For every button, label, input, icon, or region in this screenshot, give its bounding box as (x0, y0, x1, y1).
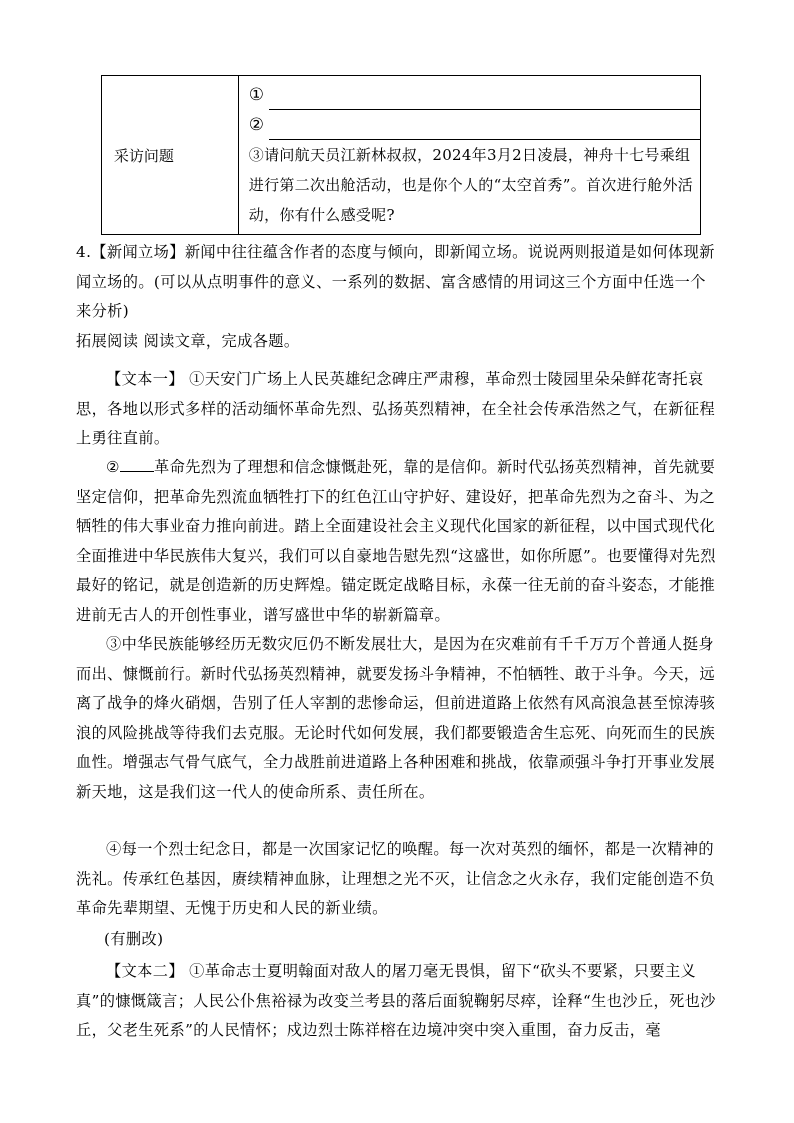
question-2-number: ② (248, 115, 265, 135)
question-1-number: ① (248, 85, 265, 105)
question-3-text: ③请问航天员江新林叔叔，2024年3月2日凌晨，神舟十七号乘组进行第二次出舱活动，也是你个人的“太空首秀”。首次进行舱外活动，你有什么感受呢? (248, 146, 694, 224)
text1-paragraph-2 (76, 453, 716, 631)
question-4: 4.【新闻立场】新闻中往往蕴含作者的态度与倾向，即新闻立场。说说两则报道是如何体现新闻立场的。(可以从点明事件的意义、一系列的数据、富含感情的用词这三个方面中任选一个来分析) (76, 243, 715, 321)
table-label: 采访问题 (113, 146, 174, 165)
question-1-row (249, 80, 700, 110)
question-1-blank[interactable] (269, 89, 700, 110)
interview-questions-table (101, 75, 701, 235)
text1-paragraph-1: 【文本一】 ①天安门广场上人民英雄纪念碑庄严肃穆，革命烈士陵园里朵朵鲜花寄托哀思，各地以形式多样的活动缅怀革命先烈、弘扬英烈精神，在全社会传承浩然之气，在新征程上勇往直前。 (76, 370, 716, 448)
table-label-cell (102, 76, 239, 235)
question-2-row (249, 110, 700, 140)
text1-paragraph-4: ④每一个烈士纪念日，都是一次国家记忆的唤醒。每一次对英烈的缅怀，都是一次精神的洗礼。传承红色基因，赓续精神血脉，让理想之光不灭，让信念之火永存，我们定能创造不负革命先辈期望、无愧于历史和人民的新业绩。 (76, 840, 716, 918)
question-2-blank[interactable] (269, 119, 700, 140)
text2-paragraph-1: 【文本二】 ①革命志士夏明翰面对敌人的屠刀毫无畏惧，留下“砍头不要紧，只要主义真”的慷慨箴言；人民公仆焦裕禄为改变兰考县的落后面貌鞠躬尽瘁，诠释“生也沙丘，死也沙丘，父老生死系”的人民情怀；戍边烈士陈祥榕在边境冲突中突入重围，奋力反击，毫 (76, 962, 716, 1040)
extended-reading-heading: 拓展阅读 阅读文章，完成各题。 (76, 332, 300, 350)
table-content-cell (238, 76, 700, 235)
text1-paragraph-2-blank[interactable] (120, 455, 154, 472)
text1-paragraph-3: ③中华民族能够经历无数灾厄仍不断发展壮大，是因为在灾难前有千千万万个普通人挺身而出、慷慨前行。新时代弘扬英烈精神，就要发扬斗争精神，不怕牺牲、敢于斗争。今天，远离了战争的烽火硝烟，告别了任人宰割的悲惨命运，但前进道路上依然有风高浪急甚至惊涛骇浪的风险挑战等待我们去克服。无论时代如何发展，我们都要锻造舍生忘死、向死而生的民族血性。增强志气骨气底气，全力战胜前进道路上各种困难和挑战，依靠顽强斗争打开事业发展新天地，这是我们这一代人的使命所系、责任所在。 (76, 635, 716, 801)
text1-paragraph-2-number: ② (106, 458, 121, 476)
text1-note: (有删改) (104, 930, 164, 948)
text1-paragraph-2-body: 革命先烈为了理想和信念慷慨赴死，靠的是信仰。新时代弘扬英烈精神，首先就要坚定信仰，把革命先烈流血牺牲打下的红色江山守护好、建设好，把革命先烈为之奋斗、为之牺牲的伟大事业奋力推向前进。踏上全面建设社会主义现代化国家的新征程，以中国式现代化全面推进中华民族伟大复兴，我们可以自豪地告慰先烈“这盛世，如你所愿”。也要懂得对先烈最好的铭记，就是创造新的历史辉煌。锚定既定战略目标，永葆一往无前的奋斗姿态，才能推进前无古人的开创性事业，谱写盛世中华的崭新篇章。 (76, 458, 716, 624)
